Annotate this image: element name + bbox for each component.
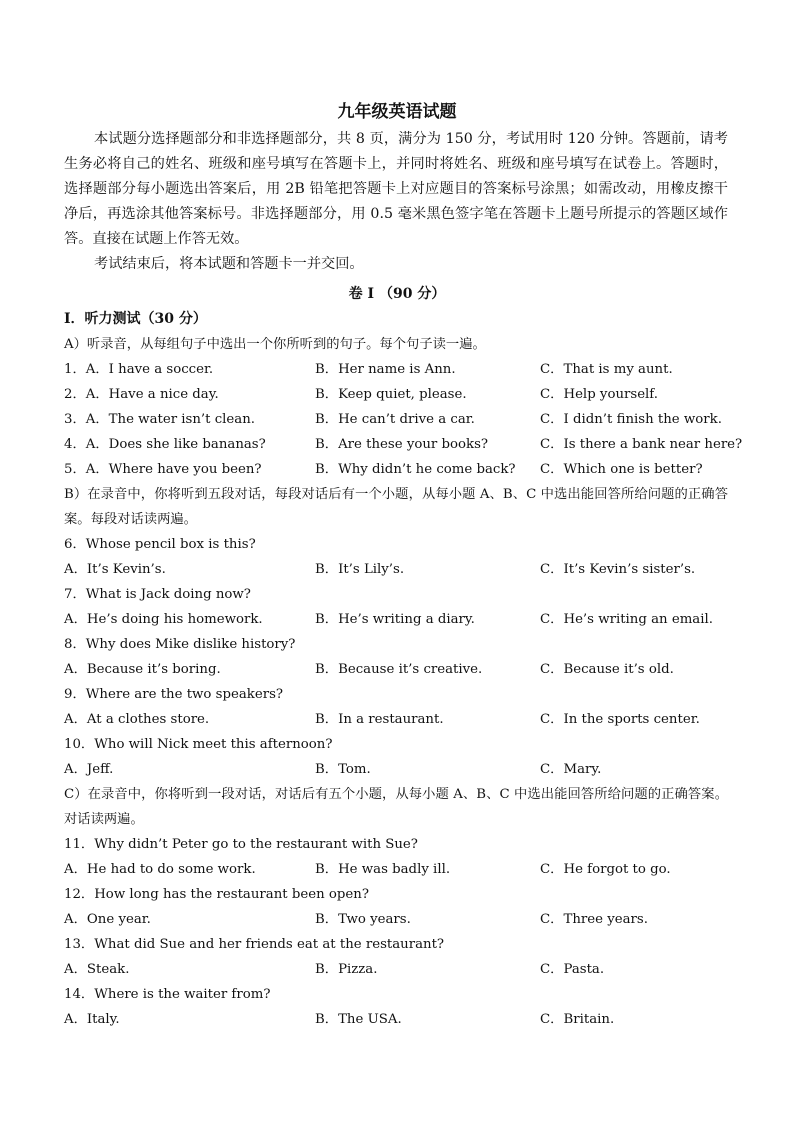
option-c: C．He’s writing an email. <box>540 612 713 627</box>
question-stem: 12．How long has the restaurant been open? <box>64 887 369 902</box>
option-a: A．Italy. <box>64 1012 120 1027</box>
option-c: C．It’s Kevin’s sister’s. <box>540 562 696 577</box>
option-a: A．He had to do some work. <box>64 862 256 877</box>
question-row <box>64 857 728 882</box>
option-a: A．Jeff. <box>64 762 114 777</box>
option-c: C．Three years. <box>540 912 648 927</box>
question-row <box>64 432 743 457</box>
option-b: B．Tom. <box>315 762 371 777</box>
question-stem: 13．What did Sue and her friends eat at the restaurant? <box>64 937 445 952</box>
listening-section <box>64 307 743 1032</box>
option-c: C．In the sports center. <box>540 712 700 727</box>
option-b: B．Her name is Ann. <box>315 362 456 377</box>
option-b: B．Pizza. <box>315 962 378 977</box>
question-row <box>64 557 728 582</box>
question-row <box>64 382 728 407</box>
question-row <box>64 607 728 632</box>
option-c: C．Is there a bank near here? <box>540 437 743 452</box>
question-stem: 11．Why didn’t Peter go to the restaurant with Sue? <box>64 837 418 852</box>
option-c: C．Which one is better? <box>540 462 703 477</box>
section-b-instruction: B）在录音中，你将听到五段对话，每段对话后有一个小题，从每小题 A、B、C 中选出能回答所给问题的正确答案。每段对话读两遍。 <box>64 487 728 527</box>
option-a: A．One year. <box>64 912 151 927</box>
option-b: B．He’s writing a diary. <box>315 612 475 627</box>
option-a: 3．A．The water isn’t clean. <box>64 412 256 427</box>
option-a: 5．A．Where have you been? <box>64 462 262 477</box>
section-c-instruction: C）在录音中，你将听到一段对话，对话后有五个小题，从每小题 A、B、C 中选出能回答所给问题的正确答案。对话读两遍。 <box>64 787 728 827</box>
option-b: B．Why didn’t he come back? <box>315 462 516 477</box>
question-stem: 8．Why does Mike dislike history? <box>64 637 296 652</box>
question-row <box>64 357 728 382</box>
page-title: 九年级英语试题 <box>337 102 457 122</box>
question-row <box>64 657 728 682</box>
option-b: B．In a restaurant. <box>315 712 444 727</box>
option-c: C．Pasta. <box>540 962 605 977</box>
option-c: C．Mary. <box>540 762 602 777</box>
option-c: C．I didn’t finish the work. <box>540 412 722 427</box>
option-b: B．Keep quiet, please. <box>315 387 467 402</box>
option-b: B．Because it’s creative. <box>315 662 483 677</box>
question-row <box>64 957 728 982</box>
option-a: A．Because it’s boring. <box>64 662 221 677</box>
exam-instructions <box>64 127 728 277</box>
question-row <box>64 407 728 432</box>
question-stem: 14．Where is the waiter from? <box>64 987 271 1002</box>
question-stem: 10．Who will Nick meet this afternoon? <box>64 737 333 752</box>
question-stem: 9．Where are the two speakers? <box>64 687 284 702</box>
option-b: B．Two years. <box>315 912 411 927</box>
option-b: B．It’s Lily’s. <box>315 562 405 577</box>
option-a: A．At a clothes store. <box>64 712 210 727</box>
option-a: 2．A．Have a nice day. <box>64 387 219 402</box>
option-a: A．It’s Kevin’s. <box>64 562 166 577</box>
option-b: B．He can’t drive a car. <box>315 412 475 427</box>
option-b: B．Are these your books? <box>315 437 489 452</box>
option-c: C．Britain. <box>540 1012 615 1027</box>
option-a: A．He’s doing his homework. <box>64 612 263 627</box>
option-b: B．He was badly ill. <box>315 862 451 877</box>
option-a: 4．A．Does she like bananas? <box>64 437 266 452</box>
option-a: A．Steak. <box>64 962 130 977</box>
question-stem: 7．What is Jack doing now? <box>64 587 251 602</box>
option-c: C．That is my aunt. <box>540 362 673 377</box>
question-row <box>64 757 728 782</box>
section-a-instruction: A）听录音，从每组句子中选出一个你所听到的句子。每个句子读一遍。 <box>64 337 486 352</box>
question-stem: 6．Whose pencil box is this? <box>64 537 256 552</box>
option-c: C．Because it’s old. <box>540 662 674 677</box>
option-a: 1．A．I have a soccer. <box>64 362 214 377</box>
part-heading: Ⅰ．听力测试（30 分） <box>64 311 207 327</box>
question-row <box>64 1007 728 1032</box>
volume-heading: 卷 I （90 分） <box>348 286 446 302</box>
question-row <box>64 707 728 732</box>
option-b: B．The USA. <box>315 1012 402 1027</box>
option-c: C．Help yourself. <box>540 387 658 402</box>
option-c: C．He forgot to go. <box>540 862 671 877</box>
question-row <box>64 457 728 482</box>
instructions-paragraph-1: 本试题分选择题部分和非选择题部分，共 8 页，满分为 150 分，考试用时 120 分钟。答题前，请考生务必将自己的姓名、班级和座号填写在答题卡上，并同时将姓名、班级和座号填写在试卷上。答题时，选择题部分每小题选出答案后，用 2B 铅笔把答题卡上对应题目的答案标号涂黑；如需改动，用橡皮擦干净后，再选涂其他答案标号。非选择题部分，用 0.5 毫米黑色签字笔在答题卡上题号所提示的答题区域作答。直接在试题上作答无效。 <box>64 131 728 247</box>
instructions-paragraph-2: 考试结束后，将本试题和答题卡一并交回。 <box>94 256 364 272</box>
question-row <box>64 907 728 932</box>
